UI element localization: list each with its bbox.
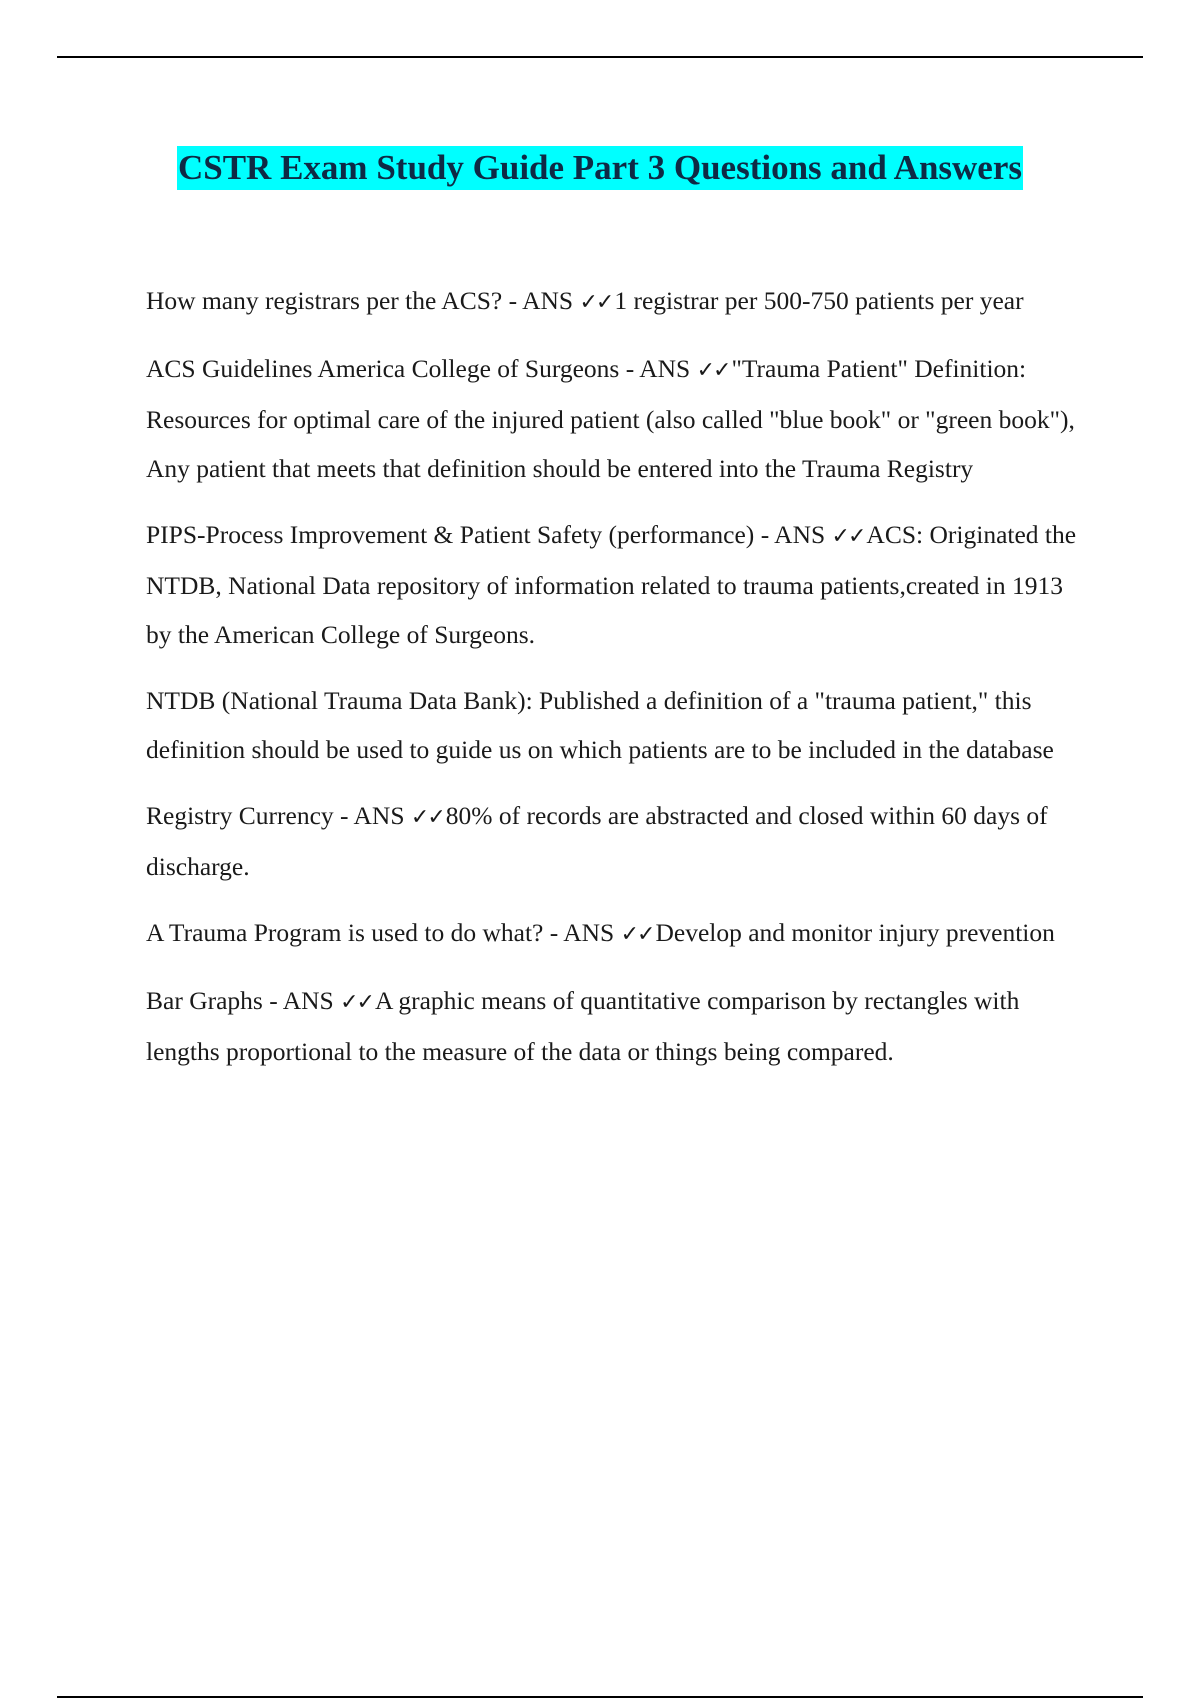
question-text: How many registrars per the ACS?	[146, 286, 503, 315]
double-check-icon: ✓✓	[340, 990, 373, 1015]
title-container	[0, 146, 1200, 190]
qa-item	[146, 344, 1086, 493]
top-rule	[57, 56, 1143, 58]
answer-text: 80% of records are abstracted and closed within 60 days of discharge.	[146, 801, 1048, 881]
separator: -	[502, 286, 523, 315]
answer-text: "Trauma Patient" Definition: Resources for optimal care of the injured patient (also called "blue book" or "green book"), Any patient that meets that definition should be entered into the Trauma Registry	[146, 354, 1075, 483]
answer-prefix: ANS	[563, 918, 615, 947]
answer-text: Develop and monitor injury prevention	[655, 918, 1055, 947]
answer-text: A graphic means of quantitative comparison by rectangles with lengths proportional to the measure of the data or things being compared.	[146, 986, 1020, 1066]
separator: -	[333, 801, 354, 830]
qa-item	[146, 908, 1086, 959]
separator: -	[262, 986, 283, 1015]
answer-prefix: ANS	[774, 520, 826, 549]
qa-item	[146, 976, 1086, 1076]
page-title: CSTR Exam Study Guide Part 3 Questions and Answers	[177, 146, 1023, 190]
answer-prefix: ANS	[639, 354, 691, 383]
answer-text: 1 registrar per 500-750 patients per year	[614, 286, 1024, 315]
question-text: ACS Guidelines America College of Surgeons	[146, 354, 620, 383]
answer-prefix: ANS	[353, 801, 405, 830]
question-text: PIPS-Process Improvement & Patient Safety (performance)	[146, 520, 755, 549]
separator: -	[619, 354, 640, 383]
answer-text: ACS: Originated the NTDB, National Data repository of information related to trauma patients,created in 1913 by the American College of Surgeons.	[146, 520, 1077, 649]
qa-item	[146, 510, 1086, 659]
double-check-icon: ✓✓	[696, 358, 730, 383]
note-text: NTDB (National Trauma Data Bank): Published a definition of a "trauma patient," this definition should be used to guide us on which patients are to be included in the database	[146, 686, 1054, 764]
separator: -	[543, 918, 564, 947]
double-check-icon: ✓✓	[410, 805, 444, 830]
bottom-rule	[57, 1696, 1143, 1698]
qa-list	[146, 276, 1086, 1093]
note-item	[146, 676, 1086, 774]
question-text: A Trauma Program is used to do what?	[146, 918, 544, 947]
question-text: Bar Graphs	[146, 986, 263, 1015]
double-check-icon: ✓✓	[620, 922, 654, 947]
answer-prefix: ANS	[522, 286, 574, 315]
double-check-icon: ✓✓	[831, 524, 865, 549]
separator: -	[754, 520, 775, 549]
answer-prefix: ANS	[282, 986, 334, 1015]
qa-item	[146, 276, 1086, 327]
double-check-icon: ✓✓	[579, 290, 613, 315]
qa-item	[146, 791, 1086, 891]
question-text: Registry Currency	[146, 801, 334, 830]
